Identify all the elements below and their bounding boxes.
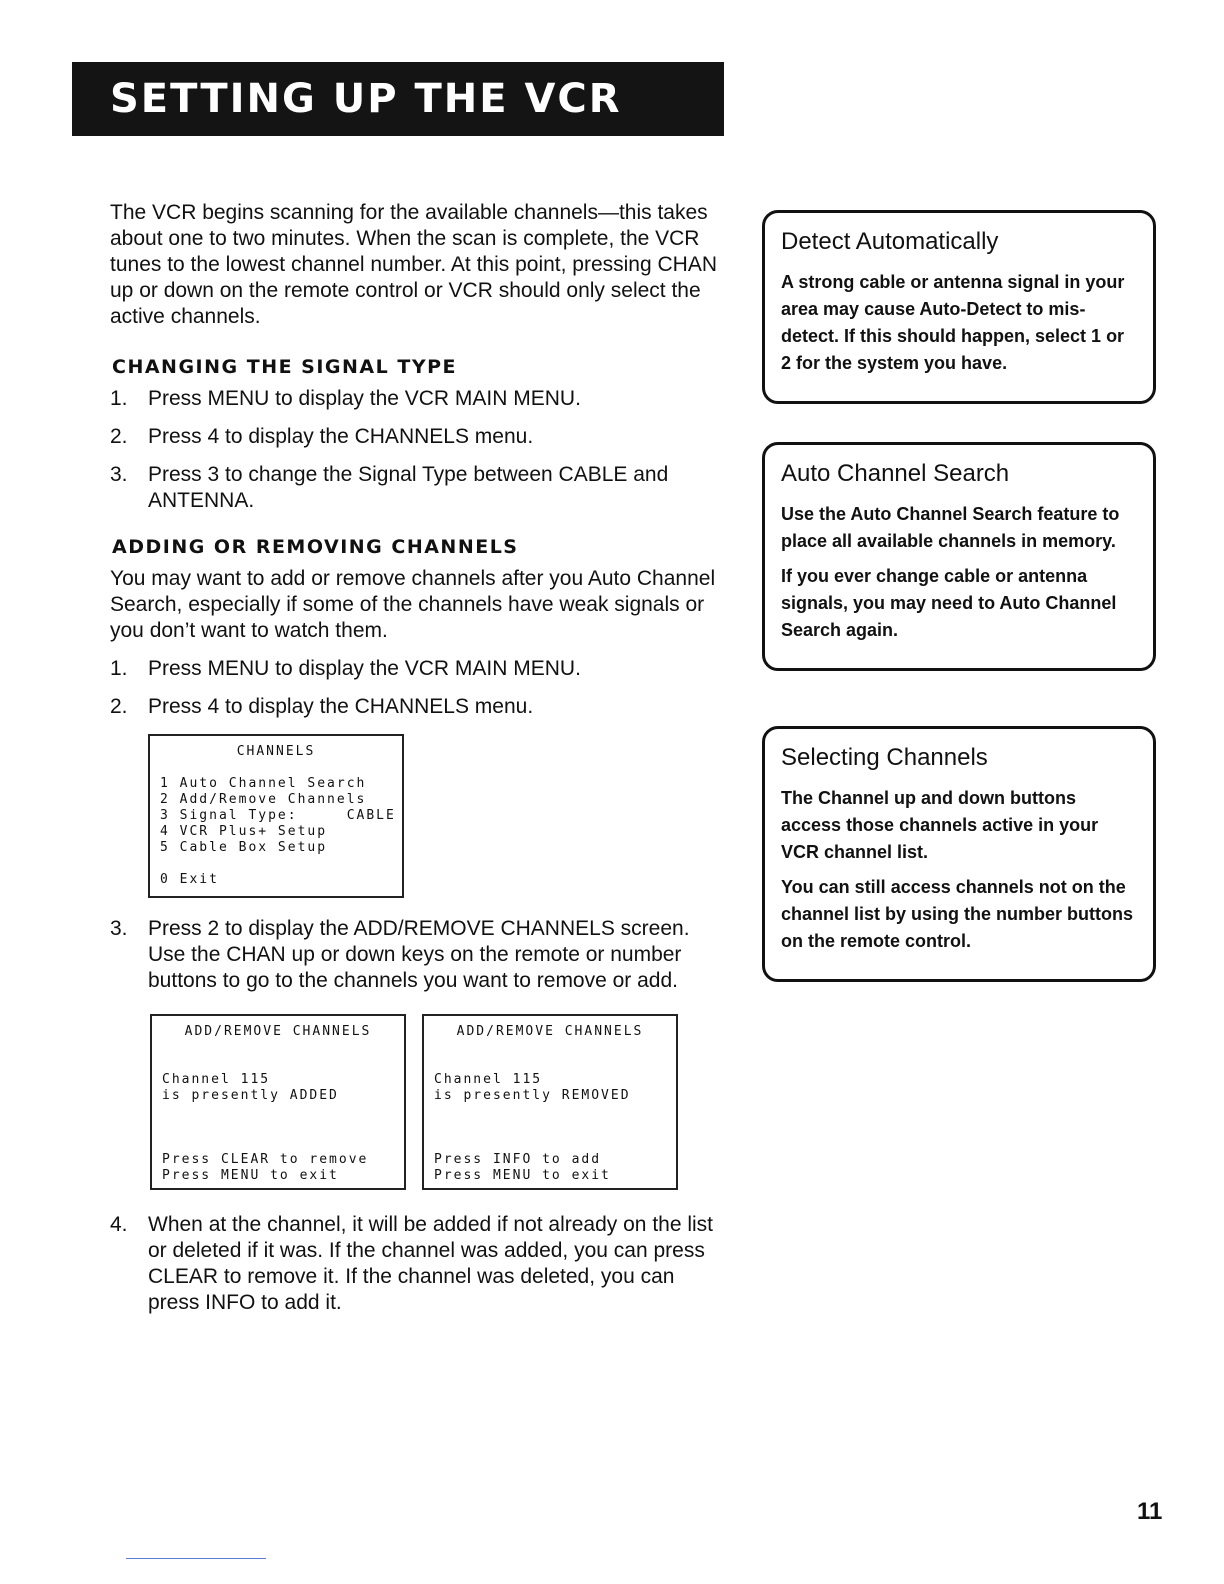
intro-paragraph: The VCR begins scanning for the available channels—this takes about one to two minutes. When the scan is complete, the VCR tunes to the lowest channel number. At this point, pressing CHAN up or down on the remote control or VCR should only select the active channels.	[110, 201, 718, 328]
menu-item: 3 Signal Type: CABLE	[160, 808, 396, 823]
list-item	[110, 656, 725, 682]
tip-paragraph: If you ever change cable or antenna signals, you may need to Auto Channel Search again.	[781, 566, 1117, 640]
page-title-banner	[72, 62, 724, 136]
menu-item-exit: 0 Exit	[160, 872, 219, 887]
main-column	[110, 200, 725, 1328]
adding-intro-paragraph: You may want to add or remove channels after you Auto Channel Search, especially if some of the channels have weak signals or you don’t want to watch them.	[110, 567, 716, 642]
step-text: Press 2 to display the ADD/REMOVE CHANNELS screen. Use the CHAN up or down keys on the remote or number buttons to go to the channels you want to remove or add.	[148, 917, 690, 992]
add-remove-screens	[150, 1014, 725, 1190]
tip-paragraph: A strong cable or antenna signal in your area may cause Auto-Detect to mis-detect. If this should happen, select 1 or 2 for the system you have.	[781, 272, 1125, 373]
screen-title: ADD/REMOVE CHANNELS	[456, 1024, 644, 1039]
list-item	[110, 386, 725, 412]
signal-type-heading: CHANGING THE SIGNAL TYPE	[112, 356, 457, 378]
list-item	[110, 916, 725, 994]
menu-item: 4 VCR Plus+ Setup	[160, 824, 328, 839]
adding-steps-b	[110, 916, 725, 994]
step-text: When at the channel, it will be added if not already on the list or deleted if it was. If the channel was added, you can press CLEAR to remove it. If the channel was deleted, you can press INFO to add it.	[148, 1213, 714, 1314]
step-number: 1.	[110, 657, 128, 680]
step-text: Press 4 to display the CHANNELS menu.	[148, 695, 534, 718]
screen-line: Press INFO to add	[434, 1152, 602, 1167]
screen-line: Channel 115	[162, 1072, 271, 1087]
step-text: Press 4 to display the CHANNELS menu.	[148, 425, 534, 448]
screen-title: ADD/REMOVE CHANNELS	[184, 1024, 372, 1039]
screen-line: Press CLEAR to remove	[162, 1152, 369, 1167]
step-number: 3.	[110, 917, 128, 940]
tip-box-selecting-channels	[762, 726, 1156, 982]
screen-line: is presently REMOVED	[434, 1088, 631, 1103]
step-text: Press 3 to change the Signal Type between CABLE and ANTENNA.	[148, 463, 669, 512]
screen-title: CHANNELS	[236, 744, 316, 759]
screen-line: Press MENU to exit	[162, 1168, 339, 1183]
page-number: 11	[1137, 1498, 1163, 1525]
tip-paragraph: Use the Auto Channel Search feature to place all available channels in memory.	[781, 504, 1120, 551]
adding-removing-heading: ADDING OR REMOVING CHANNELS	[112, 536, 519, 558]
add-remove-screen-removed	[422, 1014, 678, 1190]
step-number: 1.	[110, 387, 128, 410]
step-number: 4.	[110, 1213, 128, 1236]
list-item	[110, 1212, 725, 1316]
screen-line: Press MENU to exit	[434, 1168, 611, 1183]
menu-item: 2 Add/Remove Channels	[160, 792, 367, 807]
list-item	[110, 462, 725, 514]
step-text: Press MENU to display the VCR MAIN MENU.	[148, 387, 581, 410]
step-number: 2.	[110, 425, 128, 448]
step-number: 3.	[110, 463, 128, 486]
footer-rule	[126, 1558, 266, 1559]
screen-line: is presently ADDED	[162, 1088, 339, 1103]
tip-paragraph: You can still access channels not on the channel list by using the number buttons on the remote control.	[781, 877, 1134, 951]
channels-menu-screen	[148, 734, 404, 898]
screen-line: Channel 115	[434, 1072, 543, 1087]
adding-steps-a	[110, 656, 725, 720]
list-item	[110, 424, 725, 450]
list-item	[110, 694, 725, 720]
adding-steps-c	[110, 1212, 725, 1316]
tip-title: Selecting Channels	[781, 744, 988, 771]
step-text: Press MENU to display the VCR MAIN MENU.	[148, 657, 581, 680]
tip-box-auto-channel-search	[762, 442, 1156, 671]
tip-paragraph: The Channel up and down buttons access those channels active in your VCR channel list.	[781, 788, 1099, 862]
step-number: 2.	[110, 695, 128, 718]
menu-item: 1 Auto Channel Search	[160, 776, 367, 791]
menu-item: 5 Cable Box Setup	[160, 840, 328, 855]
signal-type-steps	[110, 386, 725, 514]
tip-title: Auto Channel Search	[781, 460, 1010, 487]
tip-title: Detect Automatically	[781, 228, 999, 255]
tip-box-detect-automatically	[762, 210, 1156, 404]
page-title: SETTING UP THE VCR	[110, 76, 622, 122]
add-remove-screen-added	[150, 1014, 406, 1190]
